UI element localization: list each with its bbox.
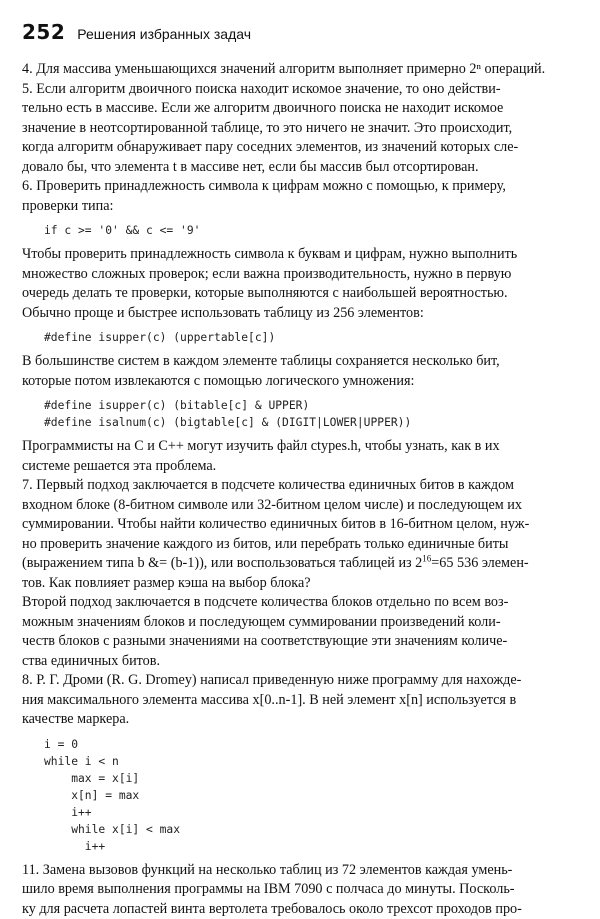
- answer-11-paragraph: 11. Замена вызовов функций на несколько таблиц из 72 элементов каждая умень- шило время выполнения программы на IBM 7090 с полчаса до минуты. Посколь- ку для расчета лопастей винта вертолета требовалось около трехсот проходов про-: [22, 861, 580, 919]
- answer-5-paragraph: 5. Если алгоритм двоичного поиска находит искомое значение, то оно действи- тельно есть в массиве. Если же алгоритм двоичного поиска не находит искомое значение в неотсортированной таблице, то это ничего не значит. Это происходит, когда алгоритм обнаруживает пару соседних элементов, из значений которых сле- довало бы, что элемента t в массиве нет, если бы массив был отсортирован.: [22, 80, 580, 178]
- answer-7-paragraph: [22, 476, 580, 593]
- answer-6-ctypes-note: Программисты на C и C++ могут изучить файл ctypes.h, чтобы узнать, как в их системе решается эта проблема.: [22, 437, 580, 476]
- answer-6-bitmask-explanation: В большинстве систем в каждом элементе таблицы сохраняется несколько бит, которые потом извлекаются с помощью логического умножения:: [22, 352, 580, 391]
- code-dromey-max: i = 0 while i < n max = x[i] x[n] = max i++ while x[i] < max i++: [44, 736, 580, 855]
- code-bitmask-macros: #define isupper(c) (bitable[c] & UPPER) #define isalnum(c) (bigtable[c] & (DIGIT|LOWER|UPPER)): [44, 397, 580, 431]
- code-digit-check: if c >= '0' && c <= '9': [44, 222, 580, 239]
- answer-6-table-explanation: Чтобы проверить принадлежность символа к буквам и цифрам, нужно выполнить множество сложных проверок; если важна производительность, нужно в первую очередь делать те проверки, которые выполняются с наибольшей вероятностью. Обычно проще и быстрее использовать таблицу из 256 элементов:: [22, 245, 580, 323]
- answer-6-intro: 6. Проверить принадлежность символа к цифрам можно с помощью, к примеру, проверки типа:: [22, 177, 580, 216]
- answer-7-text-a: 7. Первый подход заключается в подсчете количества единичных битов в каждом входном блоке (8-битном символе или 32-битном целом числе) и последующем их суммировании. Чтобы найти количество единичных битов в 16-битном целом, нуж- но проверить значение каждого из битов, или перебрать только единичные биты (выражением типа b &= (b-1)), или воспользоваться таблицей из 2: [22, 477, 529, 571]
- page-body: [22, 60, 580, 919]
- answer-8-paragraph: 8. Р. Г. Дроми (R. G. Dromey) написал приведенную ниже программу для нахожде- ния максимального элемента массива x[0..n-1]. В ней элемент x[n] используется в качестве маркера.: [22, 671, 580, 730]
- page-number: 252: [22, 20, 65, 44]
- answer-4-paragraph: 4. Для массива уменьшающихся значений алгоритм выполняет примерно 2ⁿ операций.: [22, 60, 580, 80]
- chapter-title: Решения избранных задач: [77, 26, 251, 42]
- answer-7-second-approach: Второй подход заключается в подсчете количества блоков отдельно по всем воз- можным значениям блоков и последующем суммировании произведений коли- честв блоков с разными значениями на соответствующие эти значениям количе- ства единичных битов.: [22, 593, 580, 671]
- answer-7-text-b: =65 536 элемен- тов. Как повлияет размер кэша на выбор блока?: [22, 555, 529, 591]
- code-isupper-table: #define isupper(c) (uppertable[c]): [44, 329, 580, 346]
- page-header: [22, 20, 251, 44]
- exponent-16: 16: [422, 553, 431, 563]
